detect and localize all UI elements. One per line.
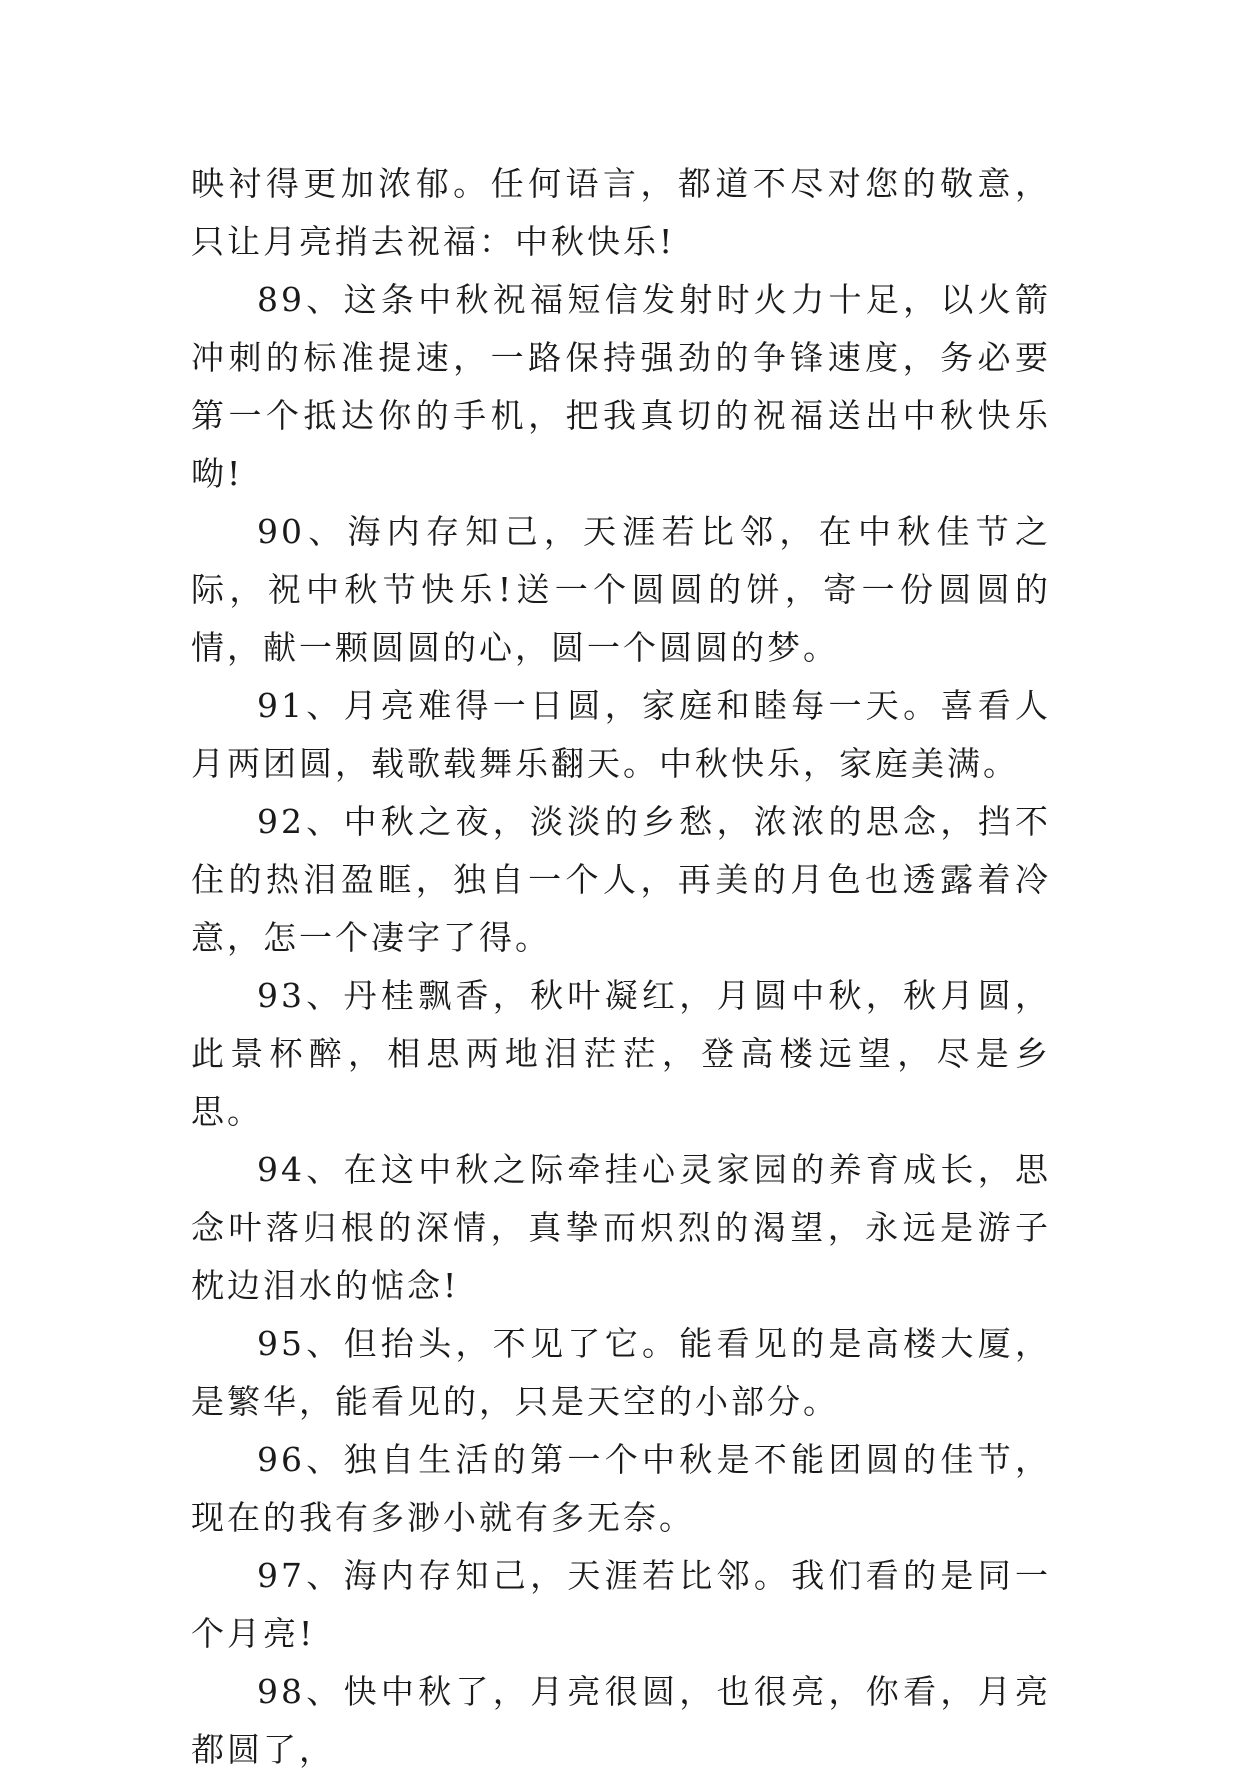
paragraph-98: 98、快中秋了，月亮很圆，也很亮，你看，月亮都圆了， — [191, 1672, 1051, 1769]
body-text — [191, 155, 1051, 1779]
paragraph-95: 95、但抬头，不见了它。能看见的是高楼大厦，是繁华，能看见的，只是天空的小部分。 — [191, 1324, 1051, 1421]
paragraph-91: 91、月亮难得一日圆，家庭和睦每一天。喜看人月两团圆，载歌载舞乐翻天。中秋快乐，家庭美满。 — [191, 686, 1051, 783]
paragraph-92: 92、中秋之夜，淡淡的乡愁，浓浓的思念，挡不住的热泪盈眶，独自一个人，再美的月色也透露着冷意，怎一个凄字了得。 — [191, 802, 1051, 957]
paragraph-89: 89、这条中秋祝福短信发射时火力十足，以火箭冲刺的标准提速，一路保持强劲的争锋速度，务必要第一个抵达你的手机，把我真切的祝福送出中秋快乐呦! — [191, 280, 1051, 493]
paragraph-93: 93、丹桂飘香，秋叶凝红，月圆中秋，秋月圆，此景杯醉，相思两地泪茫茫，登高楼远望，尽是乡思。 — [191, 976, 1051, 1131]
paragraph-continued: 映衬得更加浓郁。任何语言，都道不尽对您的敬意，只让月亮捎去祝福：中秋快乐! — [191, 164, 1051, 261]
paragraph-96: 96、独自生活的第一个中秋是不能团圆的佳节，现在的我有多渺小就有多无奈。 — [191, 1440, 1051, 1537]
paragraph-90: 90、海内存知己，天涯若比邻，在中秋佳节之际，祝中秋节快乐!送一个圆圆的饼，寄一份圆圆的情，献一颗圆圆的心，圆一个圆圆的梦。 — [191, 512, 1051, 667]
paragraph-94: 94、在这中秋之际牵挂心灵家园的养育成长，思念叶落归根的深情，真挚而炽烈的渴望，永远是游子枕边泪水的惦念! — [191, 1150, 1051, 1305]
paragraph-97: 97、海内存知己，天涯若比邻。我们看的是同一个月亮! — [191, 1556, 1051, 1653]
